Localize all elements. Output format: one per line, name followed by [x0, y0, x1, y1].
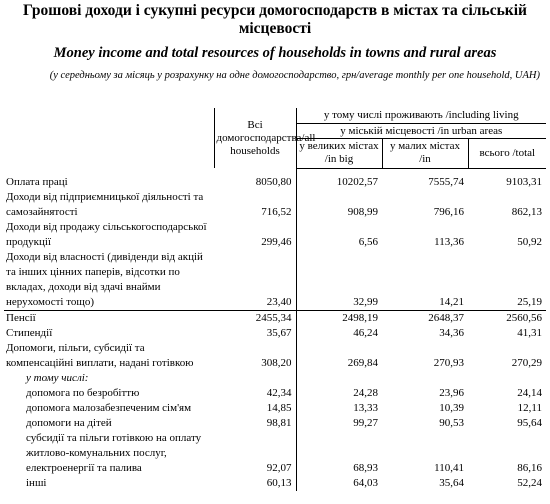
cell-all: 92,07: [214, 431, 296, 476]
row-label: субсидії та пільги готівкою на оплату житлово-комунальних послуг, електроенергії та палива: [26, 431, 202, 474]
title-ukrainian: Грошові доходи і сукупні ресурси домогосподарств в містах та сільській місцевості: [23, 2, 527, 37]
cell-all: 42,34: [214, 386, 296, 401]
cell-small: 796,16: [433, 205, 464, 218]
table-row: [4, 476, 546, 491]
cell-total: 862,13: [511, 205, 542, 218]
cell-total: 24,14: [517, 386, 542, 399]
units-note: (у середньому за місяць у розрахунку на одне домогосподарство, грн/average monthly per one household, UAH): [49, 70, 540, 81]
cell-small: 90,53: [439, 416, 464, 429]
cell-total: 2560,56: [506, 311, 542, 324]
row-label: Пенсії: [6, 311, 36, 324]
row-label: у тому числі:: [26, 371, 89, 384]
cell-total: 41,31: [517, 326, 542, 339]
table-row: [4, 310, 546, 326]
cell-total: [468, 371, 546, 386]
income-table: [4, 108, 546, 491]
cell-big: 10202,57: [336, 175, 378, 188]
table-row: [4, 250, 546, 311]
row-label: допомога малозабезпеченим сім'ям: [26, 401, 192, 414]
cell-big: 68,93: [353, 461, 378, 474]
table-row: [4, 190, 546, 220]
cell-total: 50,92: [517, 235, 542, 248]
row-label: Доходи від підприємницької діяльності та самозайнятості: [6, 190, 204, 218]
table-row: [4, 416, 546, 431]
cell-all: 14,85: [214, 401, 296, 416]
cell-all: 98,81: [214, 416, 296, 431]
cell-big: 32,99: [296, 250, 382, 311]
cell-all: 716,52: [214, 190, 296, 220]
title-english: Money income and total resources of households in towns and rural areas: [53, 45, 497, 61]
cell-small: 35,64: [439, 476, 464, 489]
cell-all: 2455,34: [214, 310, 296, 326]
cell-small: 2648,37: [428, 311, 464, 324]
table-row: [4, 371, 546, 386]
row-label: Стипендії: [6, 326, 53, 339]
table-row: [4, 168, 546, 190]
cell-big: 64,03: [353, 476, 378, 489]
table-row: [4, 341, 546, 371]
cell-small: [382, 371, 468, 386]
cell-total: 86,16: [517, 461, 542, 474]
cell-small: 14,21: [382, 250, 468, 311]
header-blank-cell: [4, 108, 214, 168]
cell-small: 10,39: [439, 401, 464, 414]
cell-small: 270,93: [433, 356, 464, 369]
cell-big: 24,28: [353, 386, 378, 399]
cell-total: 270,29: [511, 356, 542, 369]
cell-small: 7555,74: [428, 175, 464, 188]
cell-all: 308,20: [214, 341, 296, 371]
table-row: [4, 220, 546, 250]
row-label: Доходи від продажу сільськогосподарської продукції: [6, 220, 207, 248]
table-row: [4, 401, 546, 416]
cell-total: 95,64: [517, 416, 542, 429]
cell-total: 25,19: [468, 250, 546, 311]
row-label: допомога по безробіттю: [26, 386, 140, 399]
table-row: [4, 326, 546, 341]
header-urban-areas: у міській місцевості /in urban areas: [296, 124, 546, 139]
row-label: Оплата праці: [6, 175, 68, 188]
cell-total: 52,24: [517, 476, 542, 489]
row-label: Доходи від власності (дивіденди від акцій та інших цінних паперів, відсотки по вкладах, доходи від здачі внайми нерухомості тощо): [4, 250, 214, 311]
cell-big: 99,27: [353, 416, 378, 429]
cell-small: 113,36: [434, 235, 464, 248]
table-row: [4, 386, 546, 401]
cell-total: 9103,31: [506, 175, 542, 188]
cell-all: 60,13: [214, 476, 296, 491]
cell-small: 23,96: [439, 386, 464, 399]
table-row: [4, 431, 546, 476]
cell-big: 13,33: [353, 401, 378, 414]
cell-small: 34,36: [439, 326, 464, 339]
header-total: всього /total: [468, 139, 546, 168]
cell-big: 269,84: [347, 356, 378, 369]
cell-big: 2498,19: [342, 311, 378, 324]
cell-big: [296, 371, 382, 386]
row-label: Допомоги, пільги, субсидії та компенсаційні виплати, надані готівкою: [6, 341, 194, 369]
cell-total: 12,11: [517, 401, 542, 414]
cell-all: [214, 371, 296, 386]
cell-big: 6,56: [358, 235, 378, 248]
cell-all: 23,40: [214, 250, 296, 311]
cell-big: 908,99: [347, 205, 378, 218]
cell-all: 35,67: [214, 326, 296, 341]
cell-big: 46,24: [353, 326, 378, 339]
header-including-living: у тому числі проживають /including living: [296, 108, 546, 124]
row-label: допомоги на дітей: [26, 416, 112, 429]
header-small-towns: у малих містах /in: [382, 139, 468, 168]
header-big-towns: у великих містах /in big: [296, 139, 382, 168]
cell-all: 8050,80: [214, 168, 296, 190]
cell-small: 110,41: [434, 461, 464, 474]
cell-all: 299,46: [214, 220, 296, 250]
row-label: інші: [26, 476, 47, 489]
header-all-households: Всі домогосподарства/all households: [214, 108, 296, 168]
